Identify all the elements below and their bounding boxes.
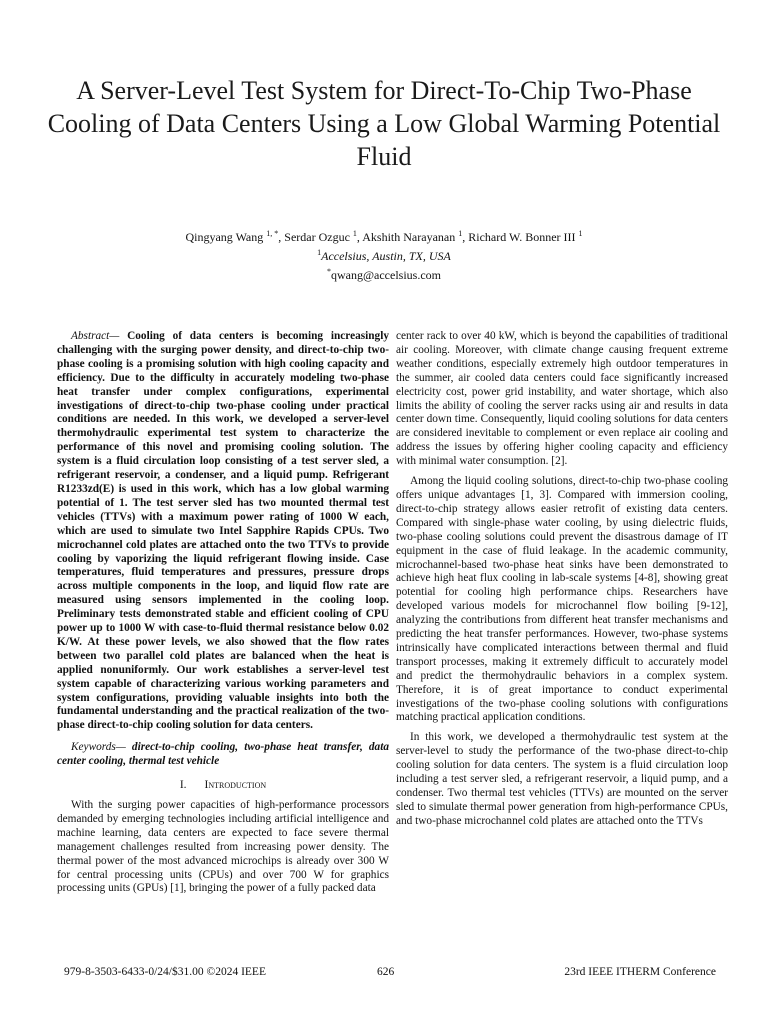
- body-paragraph: Among the liquid cooling solutions, direct-to-chip two-phase cooling offers unique advantages [1, 3]. Compared with immersion cooling, direct-to-chip strategy allows easier retrofit of existing data centers. Compared with single-phase water cooling, by using dielectric fluids, two-phase cooling solutions could prevent the disastrous damage of IT equipment in the case of fluid leakage. In the academic community, microchannel-based two-phase heat sinks have been demonstrated to achieve high heat flux cooling in lab-scale systems [4-8], showing great potential for cooling high performance chips. Researchers have developed various models for microchannel flow boiling [9-12], analyzing the contributions from different heat transfer mechanisms and predicting the heat transfer performances. However, two-phase systems intrinsically have complicated interactions between thermal and fluid transport processes, making it extremely difficult to accurately model and predict the thermohydraulic behaviors in a complex system. Therefore, it is of great importance to conduct experimental investigations of the two-phase cooling solutions with configurations matching practical application conditions.: [396, 475, 728, 724]
- abstract-lead: Abstract—: [71, 330, 120, 342]
- author-name: Akshith Narayanan: [362, 230, 456, 244]
- abstract-text: Cooling of data centers is becoming increasingly challenging with the surging power density, and direct-to-chip two-phase cooling is a promising solution with high cooling capacity and efficiency. Due to the difficulty in accurately modeling two-phase heat transfer under complex configurations, experimental investigations of direct-to-chip two-phase cooling under practical conditions are needed. In this work, we developed a server-level thermohydraulic experimental test system to characterize the performance of this novel and promising cooling solution. The system is a fluid circulation loop consisting of a test server sled, a refrigerant reservoir, a condenser, and a liquid pump. Refrigerant R1233zd(E) is used in this work, which has a low global warming potential of 1. The test server sled has two mounted thermal test vehicles (TTVs) with a maximum power rating of 1000 W each, which are used to simulate two Intel Sapphire Rapids CPUs. Two microchannel cold plates are attached onto the two TTVs to provide cooling by vaporizing the liquid refrigerant flowing inside. Case temperatures, fluid temperatures and pressures, pressure drops across multiple components in the loop, and liquid flow rate are measured using sensors implemented in the cooling loop. Preliminary tests demonstrated stable and efficient cooling of CPU power up to 1000 W with case-to-fluid thermal resistance below 0.02 K/W. At these power levels, we also showed that the flow rates between two parallel cold plates are balanced when the heat is applied nonuniformly. Our work establishes a server-level test system capable of characterizing various working parameters and system configurations, providing valuable insights into both the fundamental understanding and the practical realization of the two-phase direct-to-chip cooling solution for data centers.: [57, 330, 389, 732]
- body-paragraph: With the surging power capacities of high-performance processors demanded by emerging technologies including artificial intelligence and machine learning, data centers are expected to face severe thermal management challenges resulted from increasing power density. The thermal power of the most advanced microchips is already over 300 W for central processing units (CPUs) and over 700 W for graphics processing units (GPUs) [1], bringing the power of a fully packed data: [57, 799, 389, 895]
- author-superscript: 1: [578, 229, 583, 238]
- section-heading: [57, 779, 389, 793]
- author-superscript: 1: [352, 229, 357, 238]
- email-address: qwang@accelsius.com: [330, 268, 441, 282]
- author-name: Serdar Ozguc: [284, 230, 350, 244]
- section-title: Introduction: [204, 779, 267, 792]
- keywords-lead: Keywords—: [71, 741, 126, 754]
- keywords-text: direct-to-chip cooling, two-phase heat transfer, data center cooling, thermal test vehicle: [57, 741, 389, 768]
- right-column: [396, 330, 728, 829]
- author-list: Qingyang Wang $^{1, *}$, Serdar Ozguc $^1$, Akshith Narayanan $^1$, Richard W. Bonner III $^1$: [185, 229, 583, 244]
- footer-conference: 23rd IEEE ITHERM Conference: [564, 966, 716, 978]
- author-name: Richard W. Bonner III: [468, 230, 576, 244]
- author-block: [0, 226, 768, 283]
- left-column: [57, 330, 389, 896]
- section-number: I.: [179, 779, 187, 792]
- author-name: Qingyang Wang: [185, 230, 264, 244]
- author-superscript: 1: [458, 229, 463, 238]
- affiliation: $^1$Accelsius, Austin, TX, USA: [317, 248, 451, 263]
- footer-copyright: 979-8-3503-6433-0/24/$31.00 ©2024 IEEE: [64, 966, 266, 978]
- body-paragraph: In this work, we developed a thermohydraulic test system at the server-level to study the performance of the two-phase direct-to-chip cooling solution for data centers. The system is a fluid circulation loop including a test server sled, a refrigerant reservoir, a liquid pump, and a condenser. Two thermal test vehicles (TTVs) are mounted on the server sled to simulate thermal power generation from high-performance CPUs, and two-phase microchannel cold plates are attached onto the TTVs: [396, 731, 728, 827]
- keywords: [57, 741, 389, 769]
- author-superscript: 1, *: [266, 229, 279, 238]
- body-paragraph: center rack to over 40 kW, which is beyond the capabilities of traditional air cooling. Moreover, with climate change causing frequent extreme weather conditions, especially extremely high outdoor temperatures in the summer, air cooled data centers could face significantly increased electricity cost, power grid instability, and water shortage, which also limits the ability of cooling the server racks using air and results in data center down time. Consequently, liquid cooling solutions for data centers are considered inevitable to complement or even replace air cooling and address the issues by offering higher cooling capacity and efficiency with minimal water consumption. [2].: [396, 330, 728, 468]
- email-line: *qwang@accelsius.com: [326, 267, 441, 282]
- page-number: 626: [377, 966, 395, 978]
- paper-title: A Server-Level Test System for Direct-To-Chip Two-Phase Cooling of Data Centers Using a Low Global Warming Potential Fluid: [47, 76, 721, 171]
- abstract: [57, 330, 389, 733]
